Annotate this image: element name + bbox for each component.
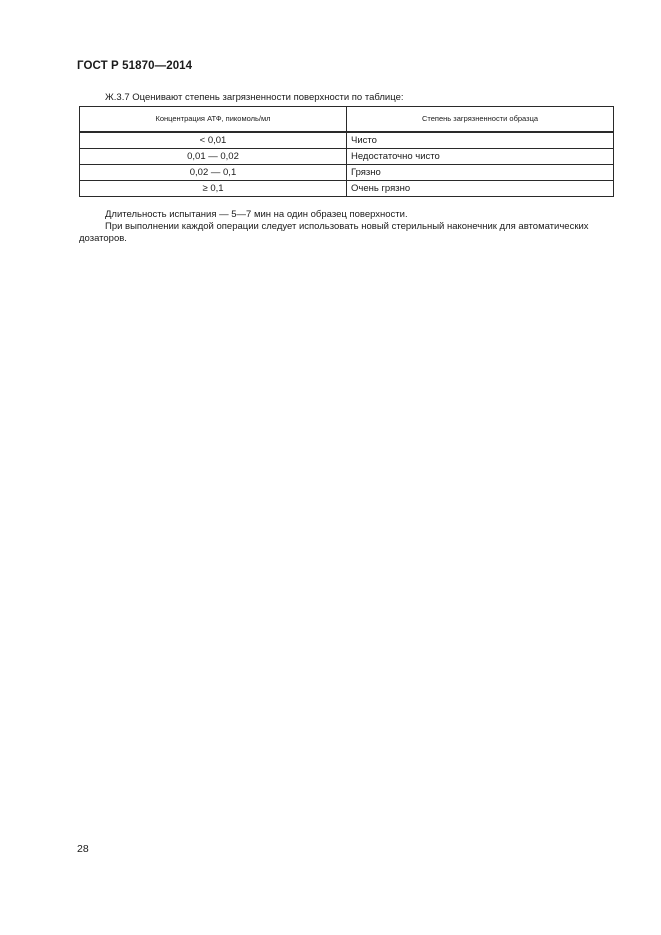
grade-cell: Чисто bbox=[347, 132, 614, 149]
column-header-grade: Степень загрязненности образца bbox=[347, 107, 614, 133]
section-intro-text: Ж.3.7 Оценивают степень загрязненности поверхности по таблице: bbox=[105, 92, 404, 103]
concentration-cell: 0,02 — 0,1 bbox=[80, 165, 347, 181]
page-number: 28 bbox=[77, 843, 89, 855]
column-header-concentration: Концентрация АТФ, пикомоль/мл bbox=[80, 107, 347, 133]
document-code-header: ГОСТ Р 51870—2014 bbox=[77, 60, 193, 72]
concentration-cell: ≥ 0,1 bbox=[80, 181, 347, 197]
table-row bbox=[80, 165, 614, 181]
table-header-row bbox=[80, 107, 614, 133]
contamination-grade-table bbox=[79, 106, 614, 197]
table-row bbox=[80, 181, 614, 197]
table-row bbox=[80, 149, 614, 165]
concentration-cell: < 0,01 bbox=[80, 132, 347, 149]
sterile-tip-note: При выполнении каждой операции следует использовать новый стерильный наконечник для автоматических дозаторов. bbox=[79, 221, 589, 244]
concentration-cell: 0,01 — 0,02 bbox=[80, 149, 347, 165]
grade-cell: Очень грязно bbox=[347, 181, 614, 197]
test-duration-note: Длительность испытания — 5—7 мин на один образец поверхности. bbox=[105, 209, 408, 220]
grade-cell: Грязно bbox=[347, 165, 614, 181]
grade-cell: Недостаточно чисто bbox=[347, 149, 614, 165]
table-row bbox=[80, 132, 614, 149]
